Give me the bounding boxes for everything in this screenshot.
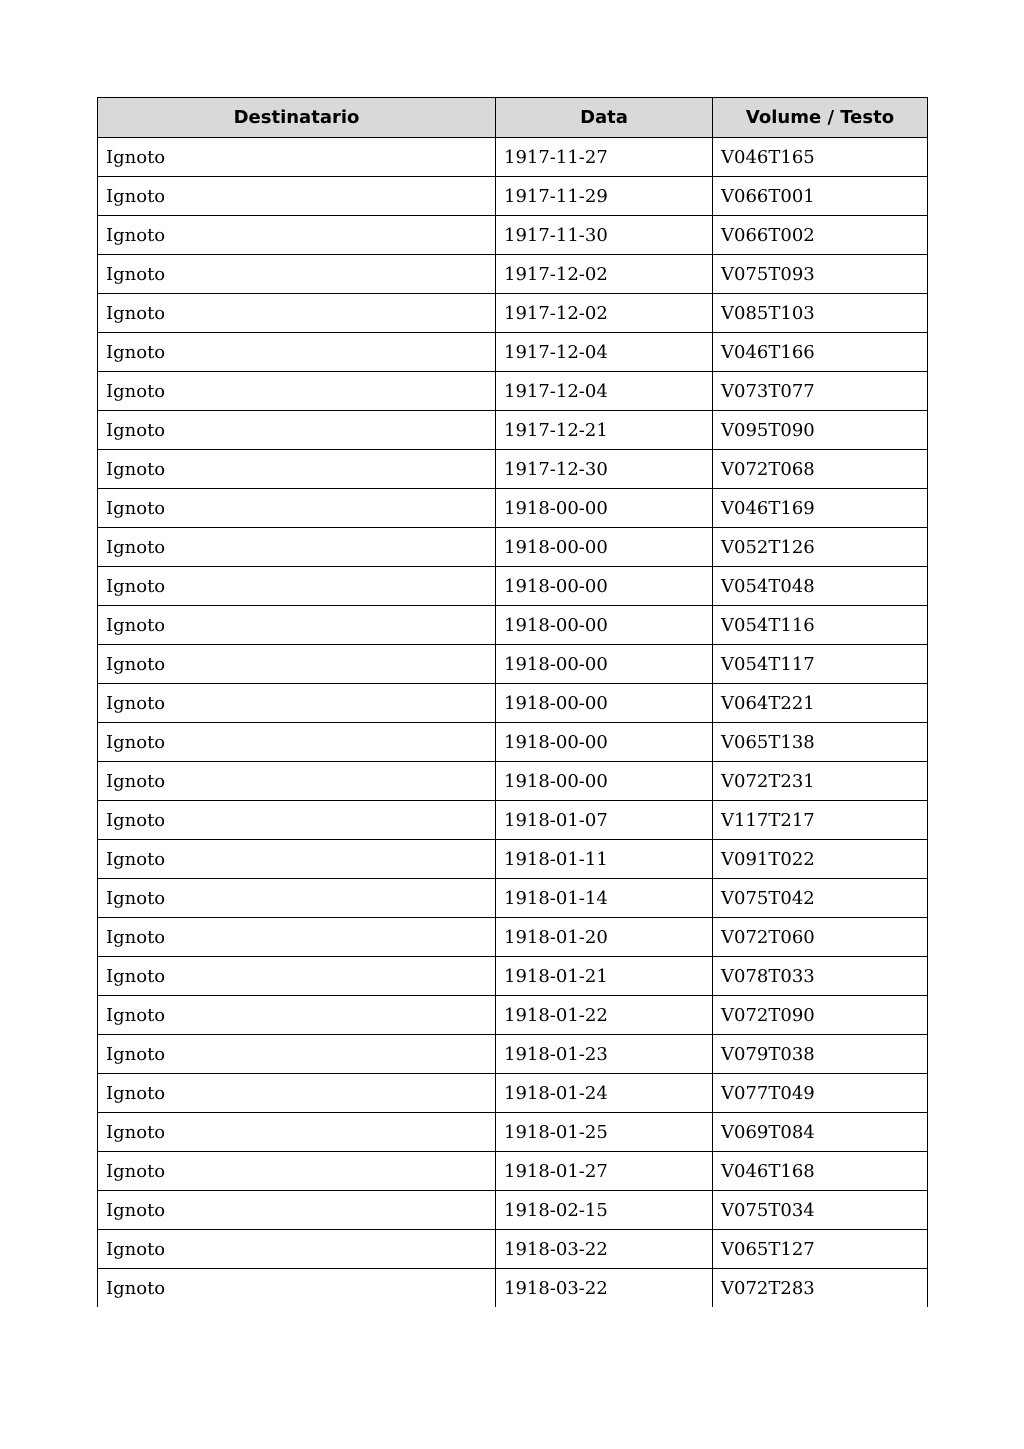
cell-data: 1918-01-24: [496, 1074, 713, 1113]
cell-destinatario: Ignoto: [98, 723, 496, 762]
table-row: [98, 411, 928, 450]
table-row: [98, 645, 928, 684]
table-row: [98, 450, 928, 489]
table-row: [98, 567, 928, 606]
cell-volume-testo: V054T116: [713, 606, 928, 645]
cell-data: 1918-00-00: [496, 567, 713, 606]
cell-volume-testo: V052T126: [713, 528, 928, 567]
cell-volume-testo: V065T127: [713, 1230, 928, 1269]
cell-destinatario: Ignoto: [98, 1269, 496, 1308]
cell-destinatario: Ignoto: [98, 1152, 496, 1191]
cell-destinatario: Ignoto: [98, 567, 496, 606]
table-row: [98, 801, 928, 840]
cell-volume-testo: V079T038: [713, 1035, 928, 1074]
cell-data: 1917-11-27: [496, 138, 713, 177]
cell-destinatario: Ignoto: [98, 138, 496, 177]
column-header-data: Data: [496, 98, 713, 138]
cell-volume-testo: V075T034: [713, 1191, 928, 1230]
cell-destinatario: Ignoto: [98, 528, 496, 567]
column-header-destinatario: Destinatario: [98, 98, 496, 138]
cell-destinatario: Ignoto: [98, 645, 496, 684]
cell-data: 1918-00-00: [496, 762, 713, 801]
cell-destinatario: Ignoto: [98, 1113, 496, 1152]
cell-volume-testo: V091T022: [713, 840, 928, 879]
cell-data: 1918-01-25: [496, 1113, 713, 1152]
cell-volume-testo: V075T093: [713, 255, 928, 294]
table-row: [98, 762, 928, 801]
cell-data: 1917-12-02: [496, 294, 713, 333]
cell-volume-testo: V085T103: [713, 294, 928, 333]
table-body: [98, 138, 928, 1308]
cell-data: 1918-01-21: [496, 957, 713, 996]
cell-destinatario: Ignoto: [98, 177, 496, 216]
cell-data: 1918-00-00: [496, 489, 713, 528]
cell-destinatario: Ignoto: [98, 957, 496, 996]
cell-data: 1917-11-29: [496, 177, 713, 216]
cell-destinatario: Ignoto: [98, 294, 496, 333]
table-row: [98, 918, 928, 957]
cell-destinatario: Ignoto: [98, 255, 496, 294]
table-row: [98, 1230, 928, 1269]
table-row: [98, 294, 928, 333]
cell-volume-testo: V065T138: [713, 723, 928, 762]
table-row: [98, 996, 928, 1035]
cell-data: 1918-01-23: [496, 1035, 713, 1074]
table-row: [98, 177, 928, 216]
table-row: [98, 1269, 928, 1308]
cell-data: 1917-12-30: [496, 450, 713, 489]
cell-data: 1917-12-04: [496, 333, 713, 372]
cell-volume-testo: V054T117: [713, 645, 928, 684]
table-row: [98, 528, 928, 567]
cell-data: 1917-12-04: [496, 372, 713, 411]
cell-destinatario: Ignoto: [98, 333, 496, 372]
cell-destinatario: Ignoto: [98, 918, 496, 957]
correspondence-table: [97, 97, 928, 1307]
cell-destinatario: Ignoto: [98, 1074, 496, 1113]
cell-data: 1918-00-00: [496, 723, 713, 762]
cell-data: 1917-12-21: [496, 411, 713, 450]
cell-destinatario: Ignoto: [98, 489, 496, 528]
cell-volume-testo: V046T165: [713, 138, 928, 177]
table-row: [98, 1113, 928, 1152]
table-header: [98, 98, 928, 138]
cell-data: 1918-01-11: [496, 840, 713, 879]
cell-destinatario: Ignoto: [98, 1035, 496, 1074]
cell-volume-testo: V072T060: [713, 918, 928, 957]
table-row: [98, 879, 928, 918]
cell-volume-testo: V064T221: [713, 684, 928, 723]
table-row: [98, 1074, 928, 1113]
cell-destinatario: Ignoto: [98, 762, 496, 801]
cell-data: 1918-00-00: [496, 606, 713, 645]
cell-volume-testo: V066T002: [713, 216, 928, 255]
cell-volume-testo: V072T068: [713, 450, 928, 489]
cell-volume-testo: V078T033: [713, 957, 928, 996]
cell-destinatario: Ignoto: [98, 879, 496, 918]
cell-data: 1918-03-22: [496, 1269, 713, 1308]
cell-destinatario: Ignoto: [98, 216, 496, 255]
cell-data: 1918-01-27: [496, 1152, 713, 1191]
cell-data: 1918-02-15: [496, 1191, 713, 1230]
cell-data: 1918-01-20: [496, 918, 713, 957]
cell-volume-testo: V072T283: [713, 1269, 928, 1308]
table-row: [98, 255, 928, 294]
table-row: [98, 723, 928, 762]
cell-data: 1917-12-02: [496, 255, 713, 294]
cell-data: 1917-11-30: [496, 216, 713, 255]
header-row: [98, 98, 928, 138]
table-row: [98, 216, 928, 255]
cell-volume-testo: V072T090: [713, 996, 928, 1035]
cell-data: 1918-00-00: [496, 645, 713, 684]
cell-volume-testo: V072T231: [713, 762, 928, 801]
cell-destinatario: Ignoto: [98, 372, 496, 411]
cell-volume-testo: V046T166: [713, 333, 928, 372]
cell-destinatario: Ignoto: [98, 840, 496, 879]
cell-volume-testo: V046T169: [713, 489, 928, 528]
table-row: [98, 489, 928, 528]
cell-volume-testo: V095T090: [713, 411, 928, 450]
cell-destinatario: Ignoto: [98, 684, 496, 723]
cell-destinatario: Ignoto: [98, 1230, 496, 1269]
cell-volume-testo: V054T048: [713, 567, 928, 606]
cell-data: 1918-01-14: [496, 879, 713, 918]
cell-data: 1918-00-00: [496, 684, 713, 723]
table-row: [98, 1191, 928, 1230]
cell-volume-testo: V073T077: [713, 372, 928, 411]
table-row: [98, 606, 928, 645]
cell-destinatario: Ignoto: [98, 996, 496, 1035]
cell-data: 1918-00-00: [496, 528, 713, 567]
table-row: [98, 957, 928, 996]
table-row: [98, 333, 928, 372]
cell-volume-testo: V046T168: [713, 1152, 928, 1191]
table-row: [98, 1035, 928, 1074]
cell-destinatario: Ignoto: [98, 411, 496, 450]
table-row: [98, 684, 928, 723]
cell-destinatario: Ignoto: [98, 1191, 496, 1230]
table-row: [98, 840, 928, 879]
cell-data: 1918-03-22: [496, 1230, 713, 1269]
cell-destinatario: Ignoto: [98, 801, 496, 840]
table-row: [98, 372, 928, 411]
cell-volume-testo: V069T084: [713, 1113, 928, 1152]
table-row: [98, 138, 928, 177]
cell-data: 1918-01-22: [496, 996, 713, 1035]
cell-volume-testo: V066T001: [713, 177, 928, 216]
cell-data: 1918-01-07: [496, 801, 713, 840]
column-header-volume-testo: Volume / Testo: [713, 98, 928, 138]
cell-volume-testo: V075T042: [713, 879, 928, 918]
table-row: [98, 1152, 928, 1191]
cell-destinatario: Ignoto: [98, 450, 496, 489]
cell-destinatario: Ignoto: [98, 606, 496, 645]
cell-volume-testo: V077T049: [713, 1074, 928, 1113]
cell-volume-testo: V117T217: [713, 801, 928, 840]
